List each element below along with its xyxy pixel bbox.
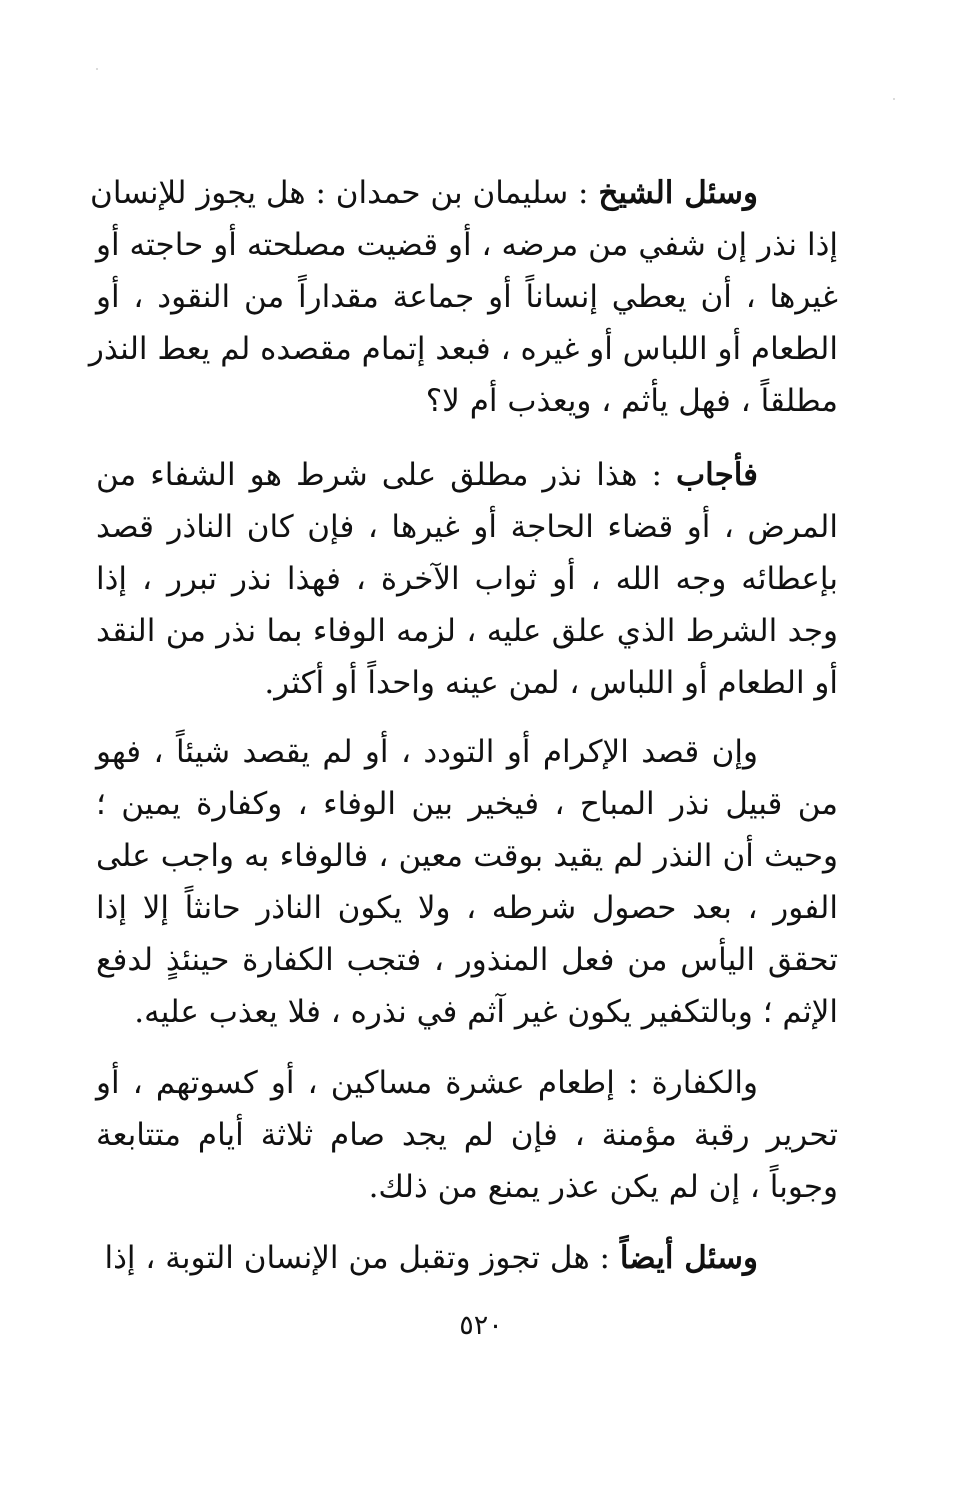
text-line: وإن قصد الإكرام أو التودد ، أو لم يقصد شيئاً ، فهو	[96, 734, 758, 770]
text-line: الفور ، بعد حصول شرطه ، ولا يكون الناذر حانثاً إلا إذا	[96, 890, 838, 926]
text-line: وسئل أيضاً : هل تجوز وتقبل من الإنسان التوبة ، إذا	[104, 1240, 758, 1276]
paragraph-answer-2	[96, 726, 838, 1038]
paragraph-question-2	[96, 1232, 838, 1284]
text-line: وجد الشرط الذي علق عليه ، لزمه الوفاء بما نذر من النقد	[96, 613, 838, 649]
text-line: بإعطائه وجه الله ، أو ثواب الآخرة ، فهذا نذر تبرر ، إذا	[96, 561, 838, 597]
text-line: غيرها ، أن يعطي إنساناً أو جماعة مقداراً من النقود ، أو	[96, 279, 838, 315]
text-line: أو الطعام أو اللباس ، لمن عينه واحداً أو أكثر.	[264, 665, 838, 701]
paragraph-question-1	[88, 167, 838, 427]
text-line: والكفارة : إطعام عشرة مساكين ، أو كسوتهم ، أو	[96, 1065, 758, 1101]
page-number: ٥٢٠	[459, 1310, 503, 1341]
text-line: الطعام أو اللباس أو غيره ، فبعد إتمام مقصده لم يعط النذر	[88, 331, 838, 367]
scan-speck	[893, 98, 895, 100]
paragraph-label: وسئل الشيخ	[598, 175, 758, 211]
text-line: من قبيل نذر المباح ، فيخير بين الوفاء ، وكفارة يمين ؛	[96, 786, 838, 822]
paragraph-label: وسئل أيضاً	[619, 1240, 758, 1276]
paragraph-answer-1	[96, 449, 838, 709]
text-line: فأجاب : هذا نذر مطلق على شرط هو الشفاء من	[96, 457, 758, 493]
paragraph-kaffara	[96, 1057, 838, 1213]
text-line: مطلقاً ، فهل يأثم ، ويعذب أم لا؟	[425, 383, 838, 419]
text-line: وحيث أن النذر لم يقيد بوقت معين ، فالوفاء به واجب على	[96, 838, 838, 874]
text-line: المرض ، أو قضاء الحاجة أو غيرها ، فإن كان الناذر قصد	[96, 509, 838, 545]
text-line: وجوباً ، إن لم يكن عذر يمنع من ذلك.	[368, 1169, 838, 1205]
text-line: إذا نذر إن شفي من مرضه ، أو قضيت مصلحته أو حاجته أو	[96, 227, 838, 263]
text-line: تحرير رقبة مؤمنة ، فإن لم يجد صام ثلاثة أيام متتابعة	[96, 1117, 838, 1153]
paragraph-label: فأجاب	[675, 457, 758, 493]
text-line: الإثم ؛ وبالتكفير يكون غير آثم في نذره ، فلا يعذب عليه.	[134, 994, 838, 1030]
text-line: تحقق اليأس من فعل المنذور ، فتجب الكفارة حينئذٍ لدفع	[96, 942, 838, 978]
text-line: وسئل الشيخ : سليمان بن حمدان : هل يجوز للإنسان	[90, 175, 758, 211]
scan-speck	[96, 68, 98, 70]
